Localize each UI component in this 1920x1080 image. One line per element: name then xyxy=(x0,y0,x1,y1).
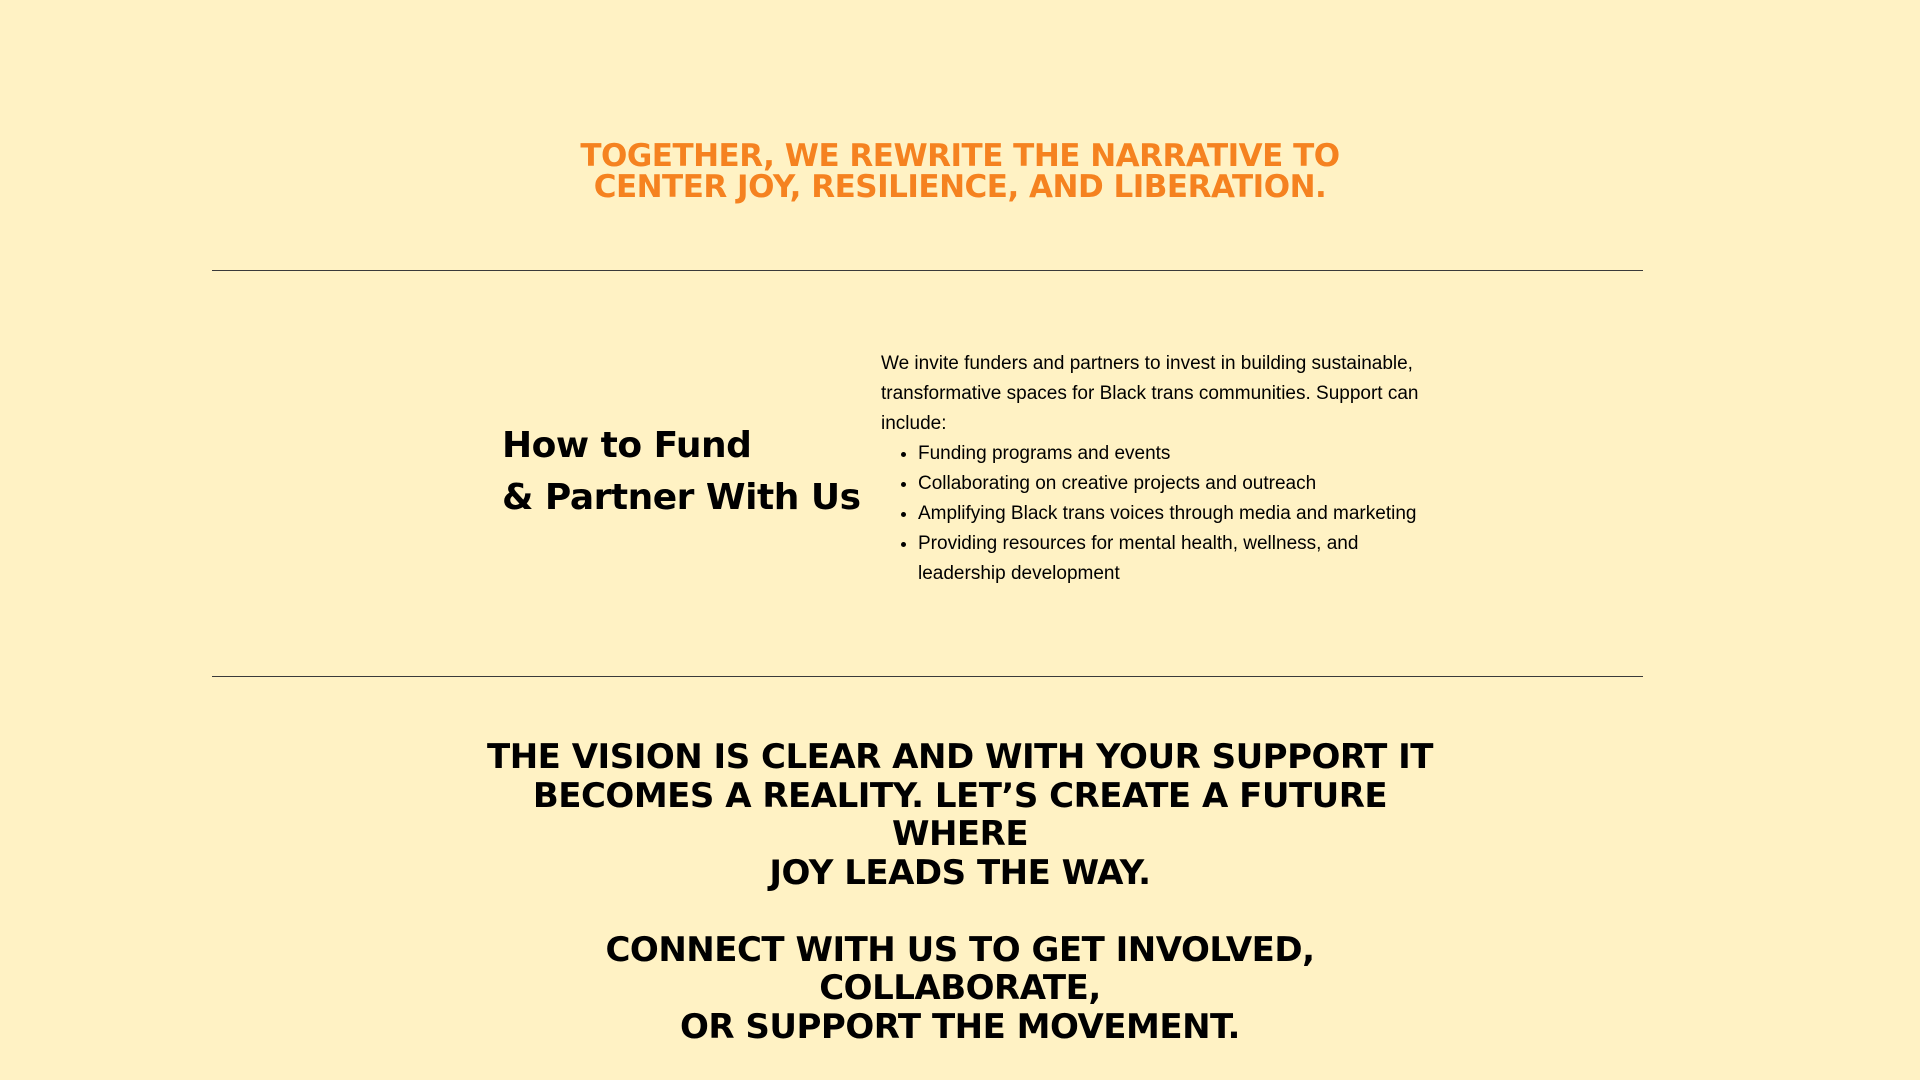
support-list-item: • Providing resources for mental health, wellness, and leadership development xyxy=(918,529,1421,589)
vision-line-1: THE VISION IS CLEAR AND WITH YOUR SUPPORT IT xyxy=(487,737,1433,777)
fund-heading-line-2: & Partner With Us xyxy=(502,477,861,518)
tagline-heading xyxy=(560,138,1360,205)
support-list-item: • Funding programs and events xyxy=(918,439,1421,469)
tagline-line-1: TOGETHER, WE REWRITE THE NARRATIVE TO xyxy=(580,138,1340,174)
vision-line-2: BECOMES A REALITY. LET’S CREATE A FUTURE WHERE xyxy=(532,775,1388,854)
fund-partner-heading xyxy=(502,420,861,524)
tagline-line-2: CENTER JOY, RESILIENCE, AND LIBERATION. xyxy=(593,169,1327,205)
connect-paragraph xyxy=(460,931,1460,1047)
vision-statement xyxy=(460,738,1460,1046)
support-list xyxy=(881,439,1421,589)
top-divider xyxy=(212,270,1643,271)
bottom-divider xyxy=(212,676,1643,677)
connect-line-1: CONNECT WITH US TO GET INVOLVED, COLLABORATE, xyxy=(605,929,1315,1008)
fund-partner-body xyxy=(881,349,1421,589)
support-list-item: • Amplifying Black trans voices through media and marketing xyxy=(918,499,1421,529)
connect-line-2: OR SUPPORT THE MOVEMENT. xyxy=(680,1006,1240,1047)
fund-intro-text: We invite funders and partners to invest in building sustainable, transformative spaces for Black trans communities. Support can include: xyxy=(881,353,1419,434)
support-list-item: • Collaborating on creative projects and outreach xyxy=(918,469,1421,499)
vision-paragraph xyxy=(460,738,1460,892)
fund-heading-line-1: How to Fund xyxy=(502,425,752,466)
vision-line-3: JOY LEADS THE WAY. xyxy=(769,852,1151,893)
